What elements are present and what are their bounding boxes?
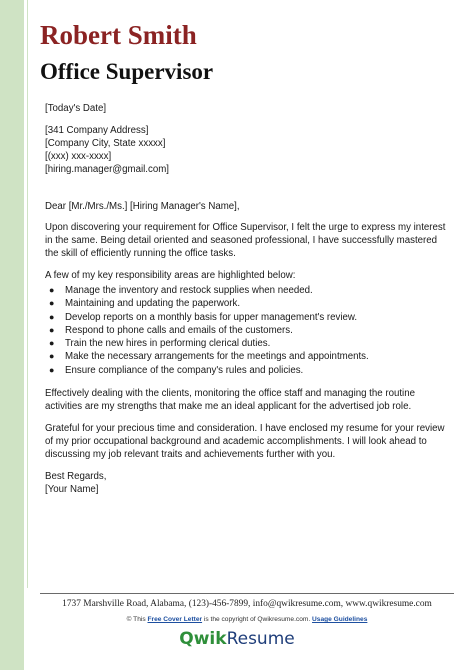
- usage-guidelines-link[interactable]: Usage Guidelines: [312, 616, 368, 623]
- salutation: Dear [Mr./Mrs./Ms.] [Hiring Manager's Name],: [45, 201, 240, 212]
- paragraph-closing: Grateful for your precious time and consideration. I have enclosed my resume for your review of my prior occupational background and academic accomplishments. I will look ahead to discussing my job relevant traits and achievements further with you.: [45, 423, 445, 461]
- list-item: ● Train the new hires in performing clerical duties.: [49, 338, 271, 350]
- bullet-icon: ●: [49, 351, 55, 362]
- logo-wordmark: [179, 629, 294, 649]
- applicant-role: Office Supervisor: [40, 59, 214, 84]
- bullet-icon: ●: [49, 324, 55, 335]
- footer-contact: 1737 Marshville Road, Alabama, (123)-456-7899, info@qwikresume.com, www.qwikresume.com: [62, 599, 432, 609]
- applicant-name: Robert Smith: [40, 20, 197, 50]
- paragraph-intro: Upon discovering your requirement for Office Supervisor, I felt the urge to express my interest in the same. Being detail oriented and seasoned professional, I have successfully mastered the skill of efficiently running the office tasks.: [45, 222, 446, 259]
- logo-q: Q: [179, 629, 194, 649]
- address-line: [hiring.manager@gmail.com]: [45, 164, 169, 175]
- bullet-icon: ●: [49, 364, 55, 375]
- list-item: ● Ensure compliance of the company's rules and policies.: [49, 364, 304, 376]
- bullet-icon: ●: [49, 311, 55, 322]
- copyright-notice: [40, 616, 454, 623]
- list-intro: A few of my key responsibility areas are highlighted below:: [45, 270, 296, 281]
- bullet-icon: ●: [49, 338, 55, 349]
- list-item: ● Respond to phone calls and emails of the customers.: [49, 324, 293, 336]
- bullet-icon: ●: [49, 285, 55, 295]
- responsibility-list: [45, 284, 453, 377]
- free-cover-letter-link[interactable]: Free Cover Letter: [147, 616, 203, 623]
- bullet-icon: ●: [49, 298, 55, 309]
- logo-wik: wik: [193, 629, 227, 649]
- closing: Best Regards,: [45, 471, 107, 483]
- address-line: [341 Company Address]: [45, 125, 149, 136]
- address-line: [Company City, State xxxxx]: [45, 138, 166, 149]
- decorative-sidebar-line: [27, 0, 28, 588]
- decorative-sidebar: [0, 0, 24, 670]
- copyright-prefix: © This: [126, 616, 146, 623]
- address-line: [(xxx) xxx-xxxx]: [45, 151, 112, 162]
- list-item: ● Make the necessary arrangements for the meetings and appointments.: [49, 351, 369, 363]
- logo-resume: Resume: [226, 629, 295, 649]
- list-item: ● Maintaining and updating the paperwork.: [49, 298, 241, 310]
- signature: [Your Name]: [45, 484, 99, 496]
- qwikresume-logo[interactable]: [0, 627, 474, 651]
- letter-body: [45, 102, 453, 496]
- letter-date: [Today's Date]: [45, 103, 107, 114]
- copyright-middle: is the copyright of Qwikresume.com.: [203, 616, 311, 623]
- footer-divider: [40, 593, 454, 594]
- paragraph-strengths: Effectively dealing with the clients, monitoring the office staff and managing the routine activities are my strengths that make me an ideal applicant for the advertised job role.: [45, 388, 415, 413]
- recipient-address: [45, 124, 453, 176]
- list-item: ● Develop reports on a monthly basis for upper management's review.: [49, 311, 358, 323]
- list-item: ● Manage the inventory and restock supplies when needed.: [49, 285, 313, 296]
